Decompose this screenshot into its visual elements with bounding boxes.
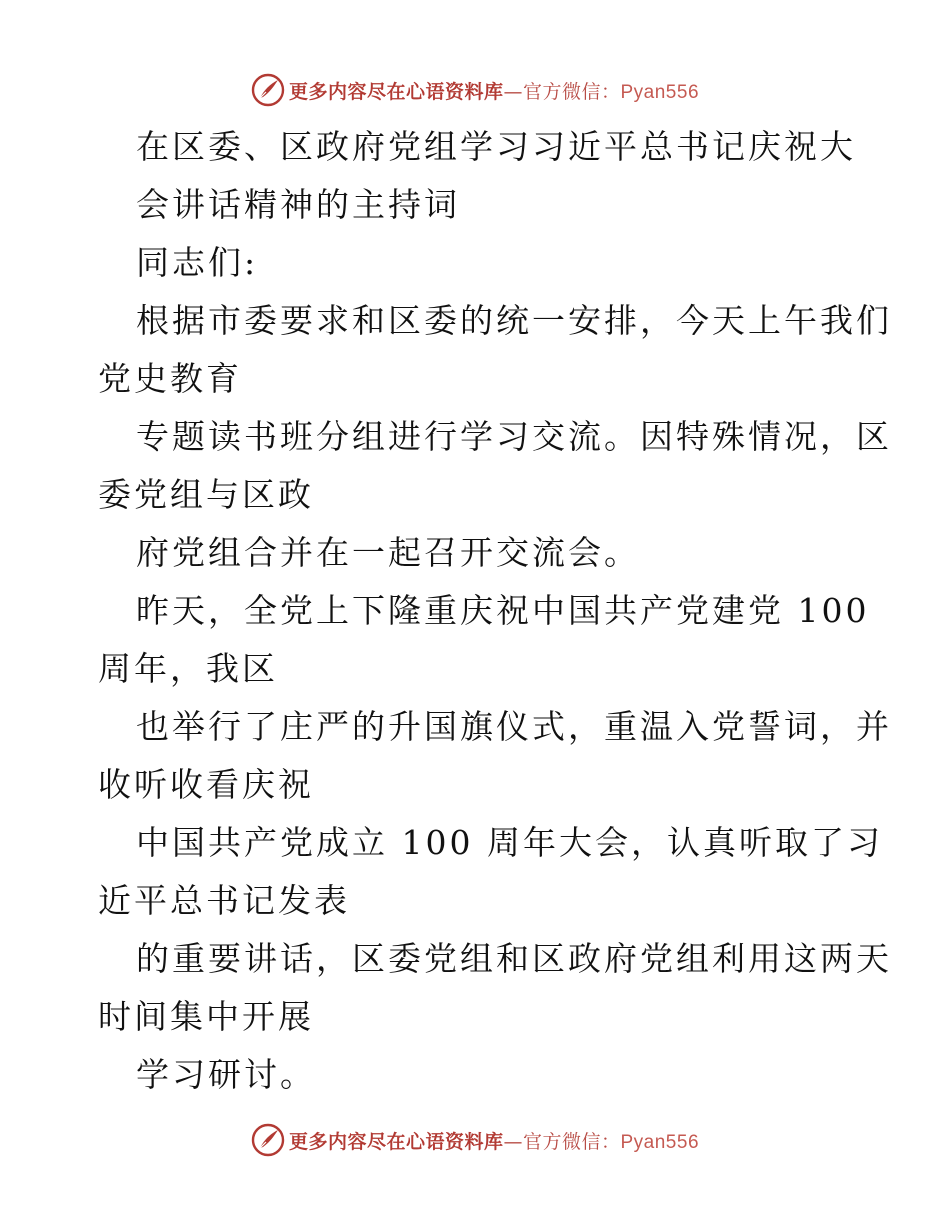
quill-logo-icon <box>251 1123 285 1157</box>
paragraph-line: 委党组与区政 <box>98 475 314 514</box>
paragraph-line: 近平总书记发表 <box>98 881 350 920</box>
paragraph-line: 同志们: <box>136 243 259 282</box>
watermark-site: 更多内容尽在心语资料库 <box>288 1130 504 1153</box>
watermark-wechat-label: 官方微信： <box>522 80 621 103</box>
header-watermark-banner <box>0 70 950 110</box>
paragraph-line: 中国共产党成立 100 周年大会，认真听取了习 <box>136 823 883 862</box>
paragraph-line: 也举行了庄严的升国旗仪式，重温入党誓词，并 <box>136 707 892 746</box>
watermark-site: 更多内容尽在心语资料库 <box>288 80 504 103</box>
watermark-dash: — <box>503 1130 523 1153</box>
watermark-dash: — <box>503 80 523 103</box>
watermark-wechat-handle: Pyan556 <box>620 81 700 103</box>
paragraph-line: 周年，我区 <box>98 649 278 688</box>
paragraph-line: 昨天，全党上下隆重庆祝中国共产党建党 100 <box>136 591 870 630</box>
paragraph-line: 专题读书班分组进行学习交流。因特殊情况，区 <box>136 417 892 456</box>
paragraph-line: 党史教育 <box>98 359 242 398</box>
quill-logo-icon <box>251 73 285 107</box>
watermark-text <box>289 1127 699 1154</box>
paragraph-line: 学习研讨。 <box>136 1055 316 1094</box>
paragraph-line: 府党组合并在一起召开交流会。 <box>136 533 640 572</box>
footer-watermark-banner <box>0 1120 950 1160</box>
paragraph-line: 收听收看庆祝 <box>98 765 314 804</box>
paragraph-line: 的重要讲话，区委党组和区政府党组利用这两天 <box>136 939 892 978</box>
paragraph-line: 根据市委要求和区委的统一安排，今天上午我们 <box>136 301 892 340</box>
watermark-wechat-handle: Pyan556 <box>620 1131 700 1153</box>
watermark-wechat-label: 官方微信： <box>522 1130 621 1153</box>
watermark-text <box>289 77 699 104</box>
document-body <box>98 118 892 1104</box>
document-title-line: 会讲话精神的主持词 <box>136 185 460 224</box>
paragraph-line: 时间集中开展 <box>98 997 314 1036</box>
document-title-line: 在区委、区政府党组学习习近平总书记庆祝大 <box>136 127 856 166</box>
